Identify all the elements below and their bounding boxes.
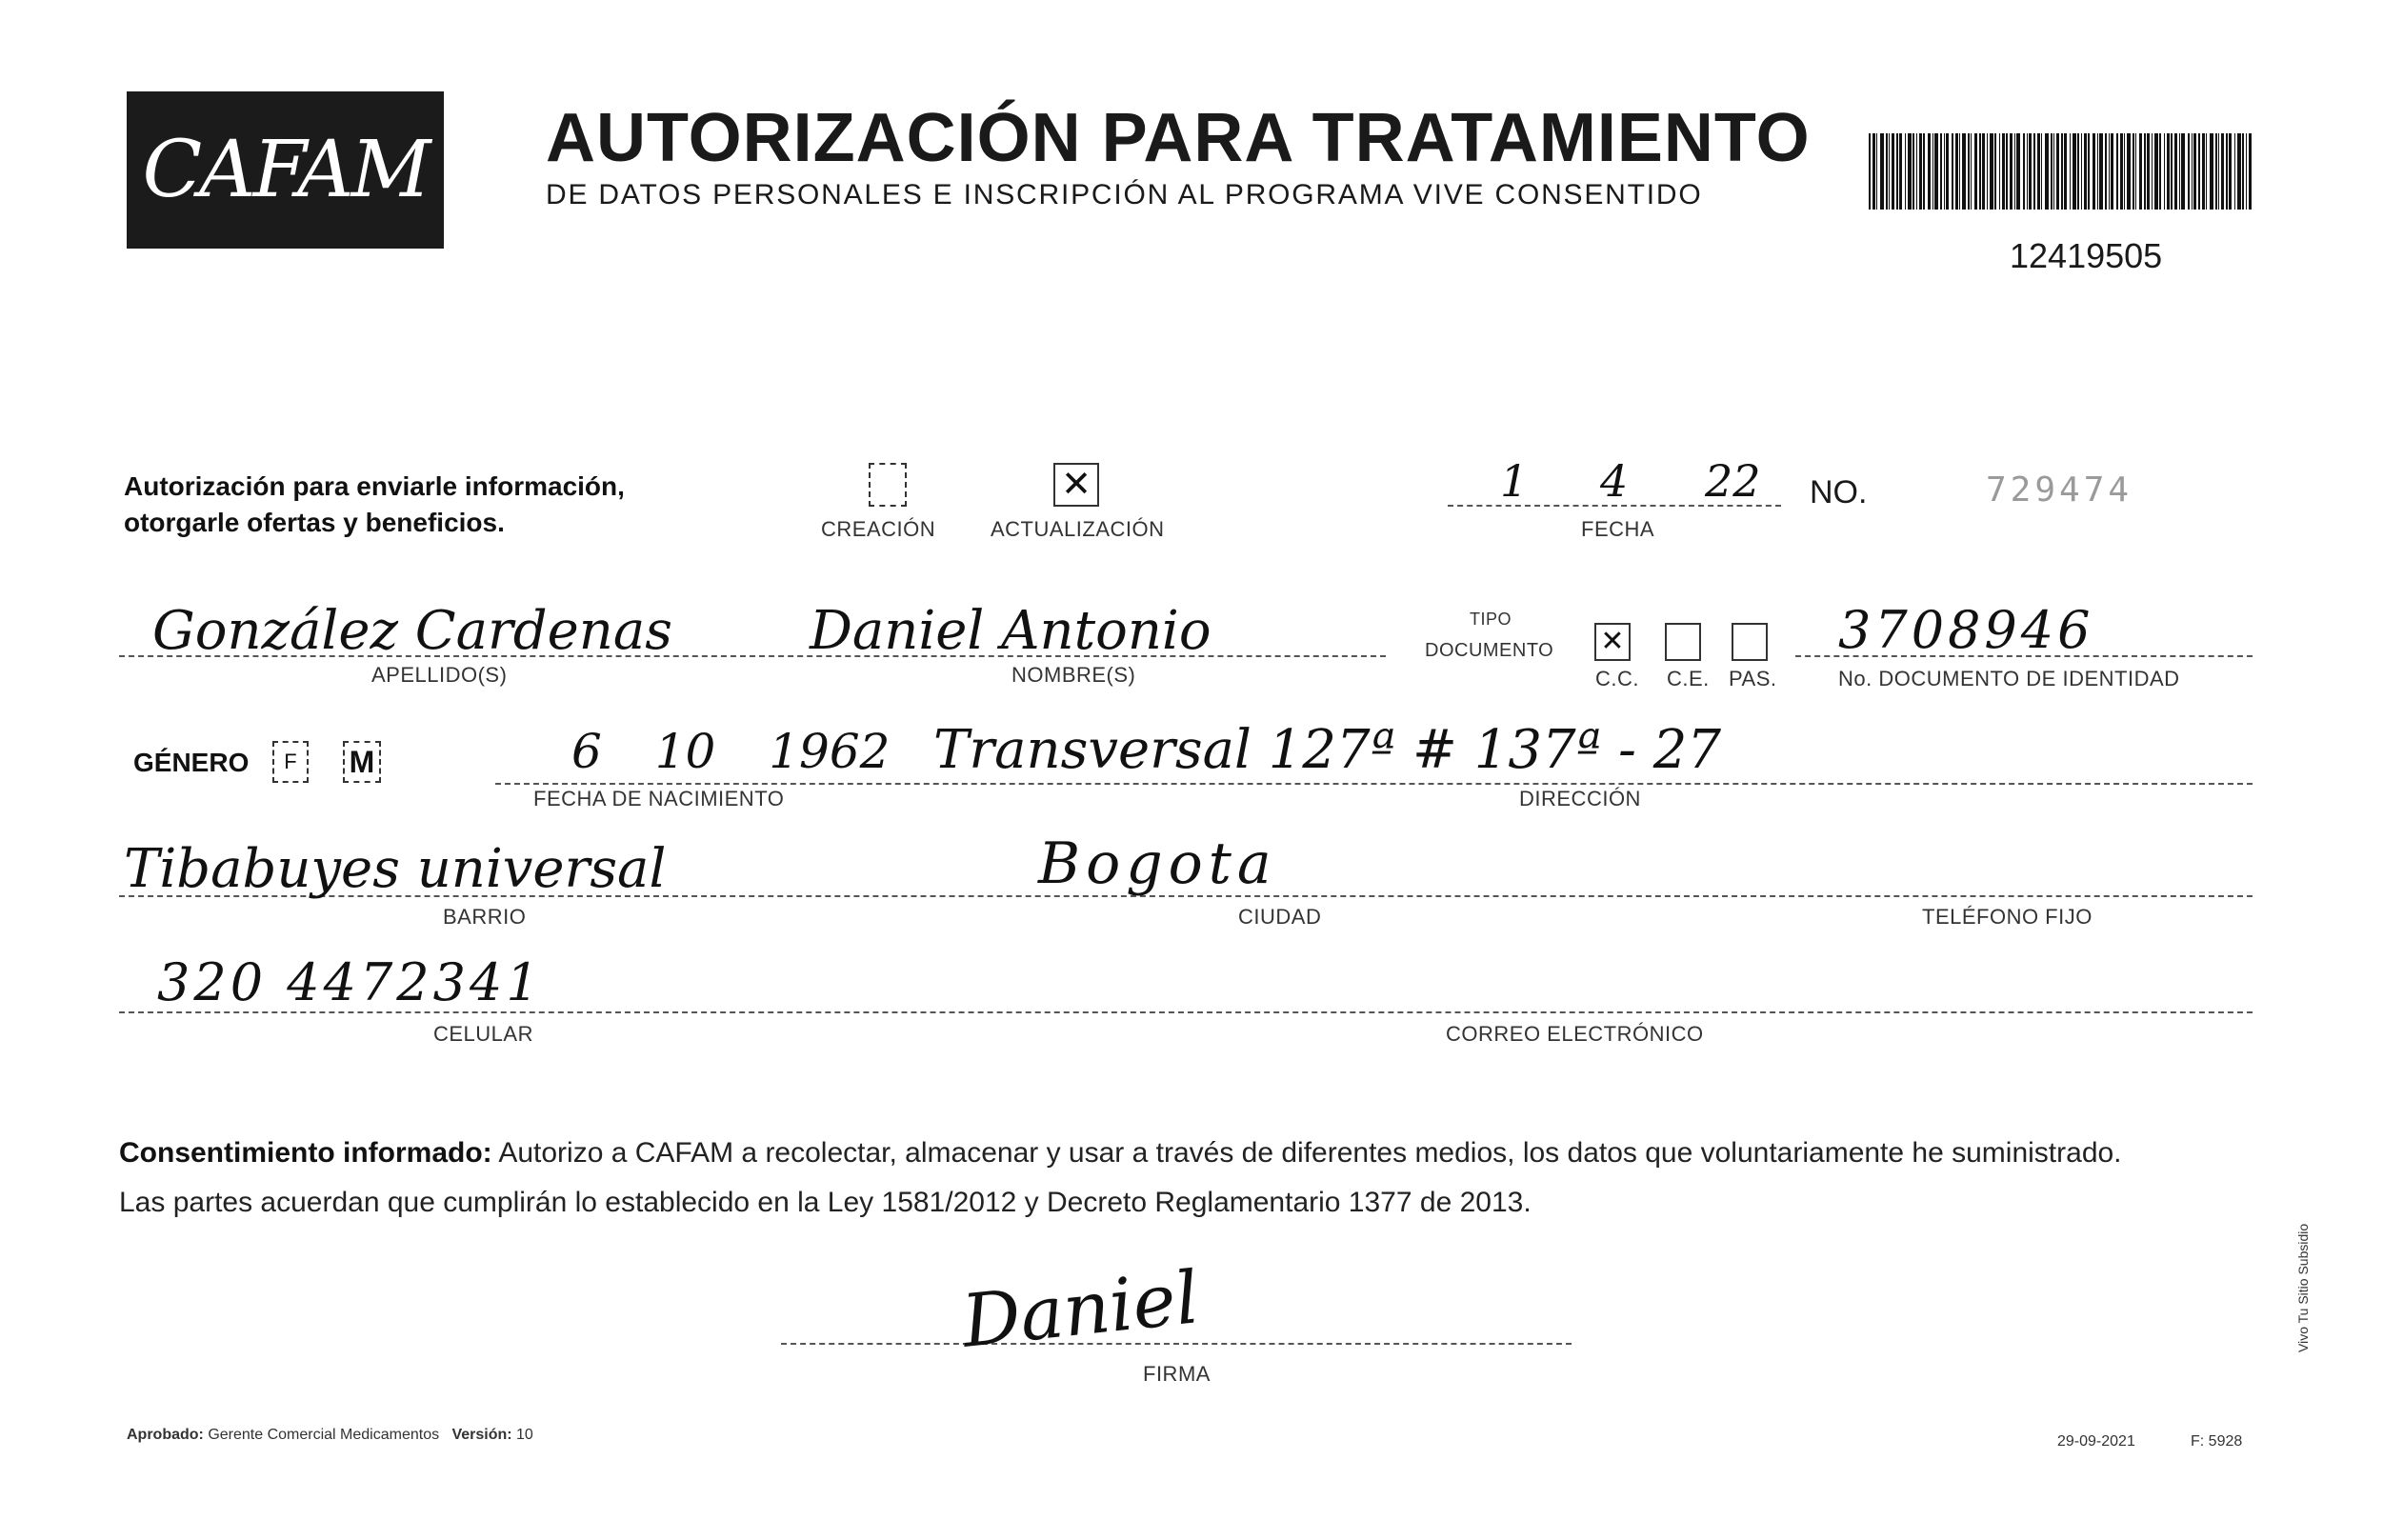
direccion-label: DIRECCIÓN (1519, 787, 1641, 810)
ciudad-value: Bogota (1038, 830, 1277, 897)
ciudad-label: CIUDAD (1238, 905, 1322, 929)
apellidos-value: González Cardenas (152, 600, 672, 662)
nombres-label: NOMBRE(S) (1011, 663, 1136, 687)
genero-label: GÉNERO (133, 748, 250, 777)
creacion-checkbox[interactable] (869, 463, 907, 507)
firma-label: FIRMA (1143, 1362, 1211, 1386)
barcode-number: 12419505 (2010, 236, 2163, 275)
aprobado-row (127, 1427, 533, 1444)
fecha-year: 22 (1705, 455, 1761, 507)
barrio-label: BARRIO (443, 905, 527, 929)
authorization-intro-line2: otorgarle ofertas y beneficios. (124, 508, 505, 537)
signature: Daniel (958, 1254, 1203, 1364)
consent-heading: Consentimiento informado: (119, 1137, 492, 1169)
footer-date: 29-09-2021 (2057, 1433, 2135, 1450)
aprobado-label: Aprobado: (127, 1427, 204, 1443)
consent-paragraph (119, 1129, 2262, 1228)
side-vertical-text: Vivo Tu Sitio Subsidio (2295, 1223, 2311, 1352)
pas-label: PAS. (1729, 667, 1777, 690)
cc-checkbox[interactable]: ✕ (1594, 623, 1631, 661)
version-value: 10 (516, 1427, 533, 1443)
celular-label: CELULAR (433, 1022, 533, 1046)
telefono-label: TELÉFONO FIJO (1922, 905, 2093, 929)
version-label: Versión: (451, 1427, 512, 1443)
pas-checkbox[interactable] (1732, 623, 1768, 661)
nombres-value: Daniel Antonio (810, 600, 1212, 662)
consent-text-1: Autorizo a CAFAM a recolectar, almacenar y usar a través de diferentes medios, los datos que voluntariamente he suministrado. (491, 1137, 2122, 1169)
authorization-intro-line1: Autorización para enviarle información, (124, 471, 625, 501)
no-value: 729474 (1986, 470, 2133, 510)
no-label: NO. (1810, 474, 1868, 510)
aprobado-value: Gerente Comercial Medicamentos (208, 1427, 440, 1443)
fecha-day: 1 (1500, 455, 1529, 507)
documento-value: 3708946 (1838, 600, 2094, 660)
documento-label: No. DOCUMENTO DE IDENTIDAD (1838, 667, 2180, 690)
genero-f-checkbox[interactable]: F (272, 741, 309, 783)
creacion-label: CREACIÓN (821, 517, 936, 541)
celular-value: 320 4472341 (157, 952, 543, 1012)
actualizacion-label: ACTUALIZACIÓN (991, 517, 1165, 541)
nacimiento-value: 6 10 1962 (571, 724, 891, 779)
firma-line (781, 1343, 1572, 1345)
apellidos-label: APELLIDO(S) (371, 663, 508, 687)
direccion-value: Transversal 127ª # 137ª - 27 (933, 719, 1721, 781)
cafam-logo: CAFAM (142, 125, 429, 215)
barrio-value: Tibabuyes universal (124, 838, 667, 900)
documento-type-label: DOCUMENTO (1425, 640, 1554, 661)
consent-text-2: Las partes acuerdan que cumplirán lo establecido en la Ley 1581/2012 y Decreto Reglamentario 1377 de 2013. (119, 1187, 1532, 1218)
fecha-label: FECHA (1581, 517, 1655, 541)
footer-form-code: F: 5928 (2191, 1433, 2243, 1450)
tipo-label: TIPO (1470, 610, 1512, 629)
genero-m-checkbox[interactable]: M (343, 741, 381, 783)
form-subtitle: DE DATOS PERSONALES E INSCRIPCIÓN AL PROGRAMA VIVE CONSENTIDO (546, 179, 1703, 210)
ce-label: C.E. (1667, 667, 1710, 690)
fecha-month: 4 (1600, 455, 1629, 507)
row3-line (495, 783, 2253, 785)
actualizacion-checkbox[interactable]: ✕ (1053, 463, 1099, 507)
barcode-icon (1869, 133, 2255, 210)
form-title: AUTORIZACIÓN PARA TRATAMIENTO (546, 100, 1811, 176)
correo-label: CORREO ELECTRÓNICO (1446, 1022, 1704, 1046)
cc-label: C.C. (1595, 667, 1639, 690)
nacimiento-label: FECHA DE NACIMIENTO (533, 787, 785, 810)
ce-checkbox[interactable] (1665, 623, 1701, 661)
